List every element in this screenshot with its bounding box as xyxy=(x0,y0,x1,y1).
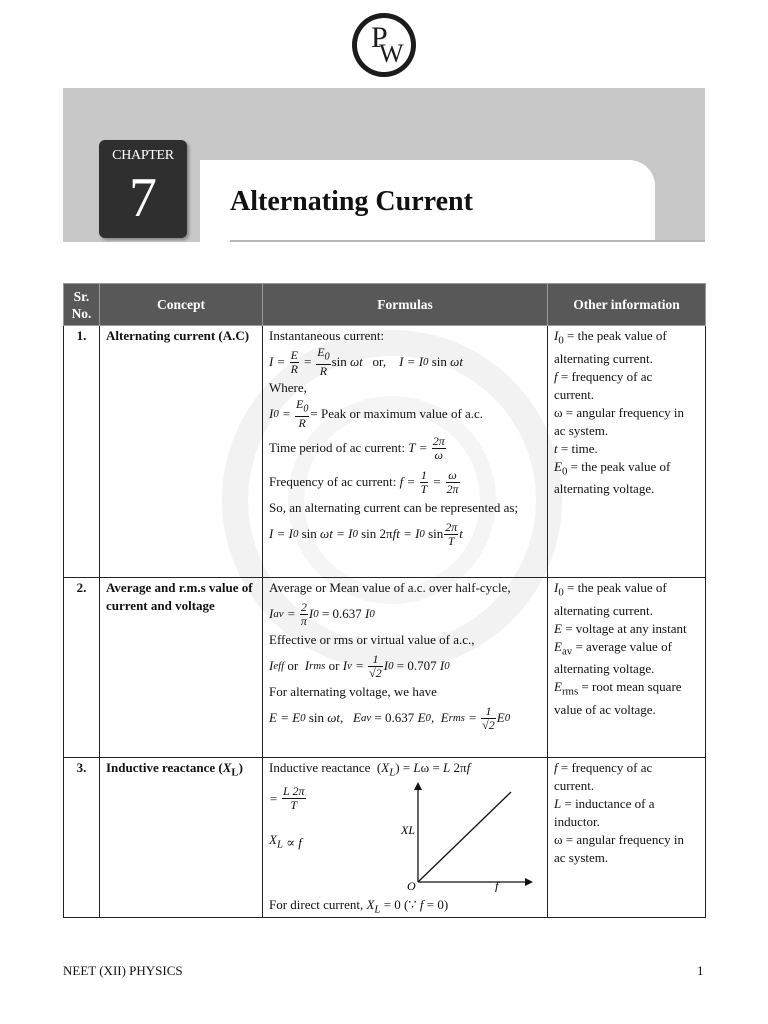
graph-line xyxy=(418,792,511,882)
formula-text: Effective or rms or virtual value of a.c., xyxy=(269,632,475,647)
page-number: 1 xyxy=(697,963,704,978)
banner-underline xyxy=(230,240,705,242)
formula-text: Instantaneous current: xyxy=(269,328,385,343)
formula-text: Inductive reactance xyxy=(269,760,371,775)
info-line: L = inductance of a inductor. xyxy=(554,796,655,829)
row-concept: Alternating current (A.C) xyxy=(100,326,263,578)
formula-reactance-period: = L 2π T xyxy=(269,784,305,813)
table-row xyxy=(64,326,706,578)
row-concept: Average and r.m.s value of current and voltage xyxy=(100,578,263,758)
graph-x-label: f xyxy=(495,879,499,892)
info-line: E = voltage at any instant xyxy=(554,620,687,636)
footer-course-label: NEET (XII) PHYSICS xyxy=(63,963,183,978)
header-other-information: Other information xyxy=(548,284,706,326)
logo-letter-p: P xyxy=(371,21,388,54)
formula-direct-current: For direct current, $X_L = 0$ (∵ f = 0) xyxy=(269,897,449,916)
table-header-row xyxy=(64,284,706,326)
info-line: f = frequency of ac current. xyxy=(554,368,653,402)
header-sr-no: Sr. No. xyxy=(64,284,100,326)
formula-time-period: Time period of ac current: T = 2π ω xyxy=(269,433,445,462)
row-formulas xyxy=(263,758,548,918)
reactance-frequency-graph xyxy=(393,782,533,892)
formula-inductive-reactance: Inductive reactance $(X_L) = L\omega = L$ 2πf xyxy=(269,760,471,779)
info-line: $I_0$ = the peak value of alternating current. xyxy=(554,328,667,366)
table-row xyxy=(64,758,706,918)
formula-or: or, xyxy=(372,354,387,369)
graph-y-label: XL xyxy=(401,823,416,837)
formula-voltage-values: E = E 0 sin ωt, E av = 0.637 E 0 , E rms = 1 √2 E 0 xyxy=(269,703,511,732)
concept-table xyxy=(63,283,706,918)
formula-text: = Peak or maximum value of a.c. xyxy=(310,406,484,421)
info-line: ω = angular frequency in ac system. xyxy=(554,832,684,865)
row-sr-no: 2. xyxy=(64,578,100,758)
formula-average-current: I av = 2 π I 0 = 0.637 I 0 xyxy=(269,599,375,628)
info-line: ω = angular frequency in ac system. xyxy=(554,404,684,438)
chapter-box xyxy=(99,140,187,238)
formula-rms-current: I eff or I rms or I v = 1 √2 I 0 = 0.707 I 0 xyxy=(269,651,450,680)
chapter-number: 7 xyxy=(129,167,157,229)
graph-x-arrow xyxy=(525,878,533,886)
formula-text: Time period of ac current: xyxy=(269,440,405,455)
info-line: t = time. xyxy=(554,440,598,456)
row-other-info xyxy=(548,326,706,578)
info-line: $E_{rms}$ = root mean square value of ac voltage. xyxy=(554,679,682,717)
formula-text: Where, xyxy=(269,380,307,395)
graph-y-arrow xyxy=(414,782,422,790)
info-line: f = frequency of ac current. xyxy=(554,760,653,793)
formula-ac-representation: I = I 0 sin ωt = I 0 sin 2π ft = I 0 sin 2π T t xyxy=(269,519,463,548)
formula-frequency: Frequency of ac current: f = 1 T = ω 2π xyxy=(269,467,459,496)
formula-proportionality: $X_L$ ∝ f xyxy=(269,832,302,851)
formula-instantaneous-current: I = E R = $E_0$ R sin ωt or, I = I 0 sin ωt xyxy=(269,345,463,378)
header-concept: Concept xyxy=(100,284,263,326)
row-sr-no: 3. xyxy=(64,758,100,918)
formula-peak-current: I 0 = $\frac{E_0}{R}$ = Peak or maximum value of a.c. xyxy=(269,397,484,430)
formula-text: Average or Mean value of a.c. over half-cycle, xyxy=(269,580,511,595)
header-formulas: Formulas xyxy=(263,284,548,326)
row-formulas xyxy=(263,326,548,578)
formula-text: So, an alternating current can be represented as; xyxy=(269,500,519,515)
formula-text: Frequency of ac current: xyxy=(269,474,397,489)
info-line: $E_0$ = the peak value of alternating voltage. xyxy=(554,458,671,497)
formula-text: For alternating voltage, we have xyxy=(269,684,437,699)
formula-text: For direct current, xyxy=(269,897,364,912)
row-other-info xyxy=(548,758,706,918)
info-line: $E_{av}$ = average value of alternating voltage. xyxy=(554,638,672,677)
info-line: $I_0$ = the peak value of alternating current. xyxy=(554,580,667,618)
graph-origin-label: O xyxy=(407,879,416,892)
row-sr-no: 1. xyxy=(64,326,100,578)
row-formulas xyxy=(263,578,548,758)
table-row xyxy=(64,578,706,758)
row-concept: Inductive reactance $(X_L)$ xyxy=(100,758,263,918)
row-other-info xyxy=(548,578,706,758)
chapter-title: Alternating Current xyxy=(230,186,473,217)
chapter-label: CHAPTER xyxy=(112,148,174,163)
pw-logo xyxy=(352,13,416,77)
logo-letter-w: W xyxy=(379,39,404,68)
